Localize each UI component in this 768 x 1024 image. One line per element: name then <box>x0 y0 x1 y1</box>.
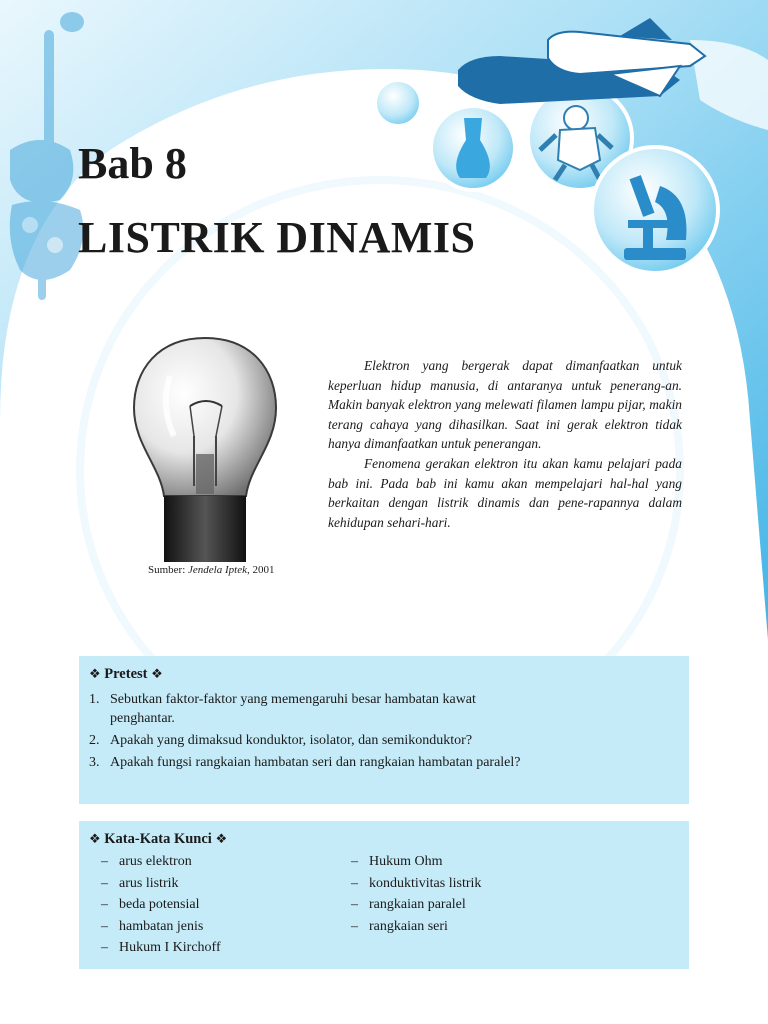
diamond-icon: ❖ <box>215 831 228 846</box>
keywords-right-column <box>351 851 481 937</box>
image-source-caption: Sumber: Jendela Iptek, 2001 <box>148 564 275 576</box>
keyword-item: – arus listrik <box>101 875 179 891</box>
pretest-box <box>79 656 689 804</box>
list-item: 3. Apakah fungsi rangkaian hambatan seri dan rangkaian hambatan paralel? <box>89 755 521 770</box>
list-item: 2. Apakah yang dimaksud konduktor, isolator, dan semikonduktor? <box>89 733 473 748</box>
keywords-title: ❖ Kata-Kata Kunci ❖ <box>89 831 228 847</box>
keyword-item: – arus elektron <box>101 854 192 869</box>
chapter-title: LISTRIK DINAMIS <box>78 213 476 262</box>
microscope-icon <box>592 147 718 273</box>
keyword-item: – rangkaian paralel <box>351 897 466 913</box>
keyword-item: – rangkaian seri <box>351 918 448 934</box>
chapter-number: Bab 8 <box>78 139 187 188</box>
small-bubble <box>375 80 421 126</box>
diamond-icon: ❖ <box>151 666 163 681</box>
intro-paragraph: Elektron yang bergerak dapat dimanfaatkan untuk keperluan hidup manusia, di antaranya untuk penerang-an. Makin banyak elektron yang melewati filamen lampu pijar, makin terang cahaya yang dihasilkan. Saat ini gerak elektron tidak hanya dimanfaatkan untuk penerangan. <box>328 358 682 452</box>
diamond-icon: ❖ <box>89 666 101 681</box>
diamond-icon: ❖ <box>89 831 101 846</box>
intro-paragraph: Fenomena gerakan elektron itu akan kamu pelajari pada bab ini. Pada bab ini kamu akan mempelajari hal-hal yang berkaitan dengan listrik dinamis dan pene-rapannya dalam kehidupan sehari-hari. <box>328 455 682 530</box>
keyword-item: – Hukum I Kirchoff <box>101 940 221 956</box>
light-bulb-image <box>130 336 280 562</box>
keyword-item: – Hukum Ohm <box>351 854 443 869</box>
keywords-box <box>79 821 689 969</box>
keywords-left-column <box>101 851 221 959</box>
flask-icon <box>431 106 515 190</box>
list-item: 1. Sebutkan faktor-faktor yang memengaruhi besar hambatan kawat penghantar. <box>89 692 476 726</box>
keyword-item: – konduktivitas listrik <box>351 875 482 891</box>
intro-text <box>328 356 682 532</box>
pretest-title: ❖ Pretest ❖ <box>89 666 163 682</box>
pretest-list <box>89 690 679 775</box>
keyword-item: – hambatan jenis <box>101 918 204 934</box>
keyword-item: – beda potensial <box>101 897 200 913</box>
